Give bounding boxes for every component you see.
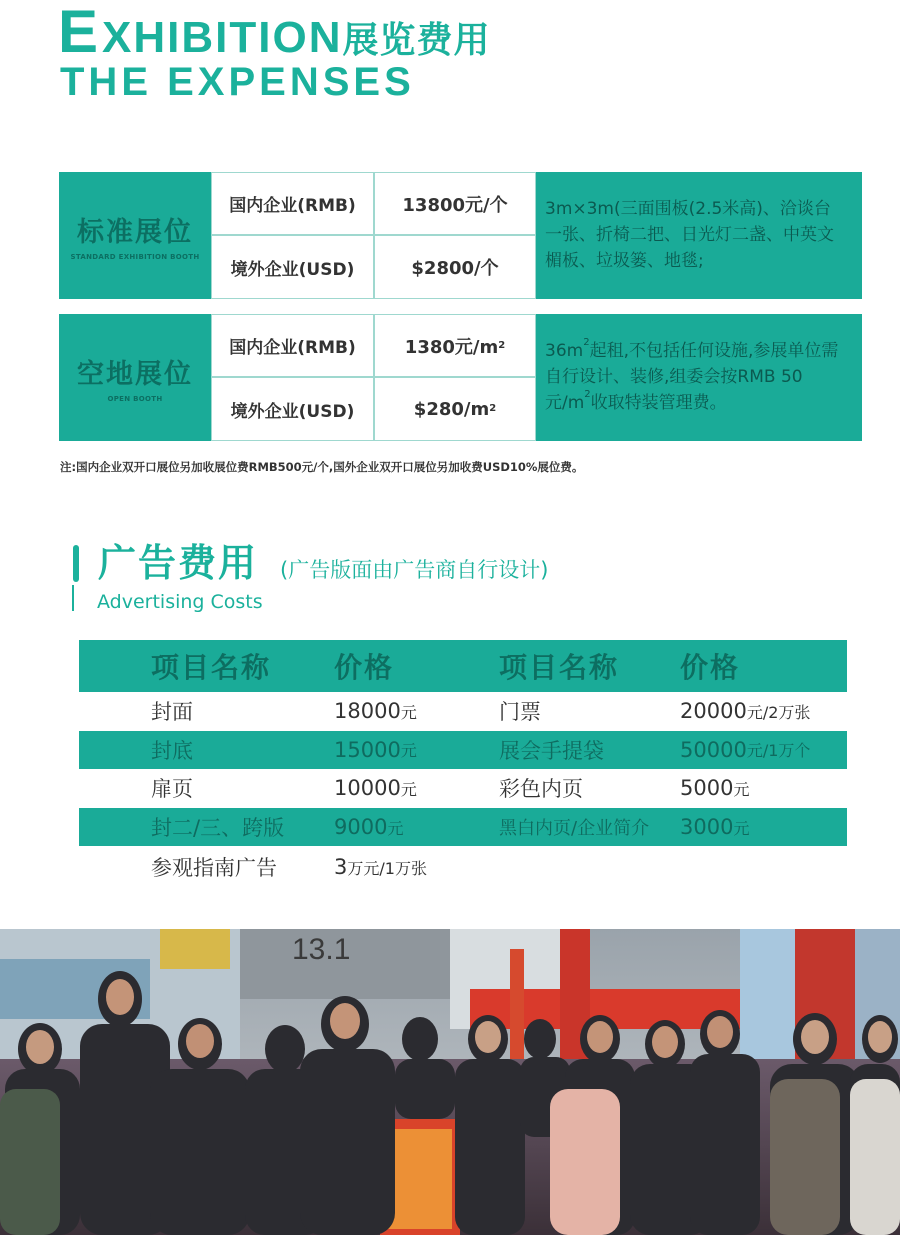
booth-row-price — [374, 314, 536, 377]
price-superscript: 2 — [498, 339, 506, 351]
item-price — [680, 731, 810, 770]
booth-description — [545, 338, 845, 416]
desc-part: 起租,不包括任何设施,参展单位需自行设计、装修,组委会按RMB 50元/m — [545, 341, 839, 413]
price-value: 1380元/m — [404, 336, 499, 358]
table-row — [79, 846, 847, 888]
booth-description: 3m×3m(三面围板(2.5米高)、洽谈台一张、折椅二把、日光灯二盏、中英文楣板、垃圾篓、地毯; — [545, 199, 834, 271]
item-name: 封面 — [151, 700, 193, 725]
desc-superscript: 2 — [584, 389, 591, 400]
exhibition-hall-photo — [0, 929, 900, 1235]
item-price — [334, 808, 403, 847]
item-price — [334, 769, 417, 808]
price-superscript: 2 — [489, 403, 497, 414]
desc-part: 收取特装管理费。 — [590, 393, 727, 413]
item-name: 黑白内页/企业简介 — [499, 818, 650, 840]
table-row — [79, 692, 847, 731]
price-unit: 元 — [733, 818, 750, 838]
page-title — [58, 0, 491, 65]
column-header: 项目名称 — [499, 651, 620, 684]
booth-row-label: 境外企业(USD) — [211, 235, 374, 299]
table-header-row — [79, 640, 847, 692]
item-price — [334, 846, 427, 888]
price-unit: 万元/1万张 — [347, 858, 427, 878]
item-name: 参观指南广告 — [151, 856, 277, 881]
booth-row-price: 13800元/个 — [374, 172, 536, 235]
column-header: 价格 — [334, 651, 395, 684]
ad-price-table — [79, 640, 847, 888]
price-number: 10000 — [334, 776, 401, 801]
section-marker-line — [72, 585, 74, 611]
standard-booth-table — [59, 172, 862, 299]
price-number: 9000 — [334, 815, 388, 840]
title-word: XHIBITION — [102, 13, 343, 62]
item-name: 门票 — [499, 700, 541, 725]
price-number: 3 — [334, 855, 348, 880]
table-row — [79, 769, 847, 808]
item-name: 封二/三、跨版 — [151, 816, 285, 841]
item-price — [680, 769, 749, 808]
booth-name-cn: 标准展位 — [77, 217, 193, 248]
open-booth-table — [59, 314, 862, 441]
page-subtitle: THE EXPENSES — [60, 60, 415, 104]
booth-name-cn: 空地展位 — [77, 359, 193, 390]
section-marker — [73, 545, 79, 582]
booth-name — [59, 172, 211, 299]
title-initial: E — [58, 0, 103, 65]
item-name: 彩色内页 — [499, 777, 583, 802]
item-price — [680, 692, 810, 731]
booth-row-label: 国内企业(RMB) — [211, 172, 374, 235]
booth-name-en: STANDARD EXHIBITION BOOTH — [70, 253, 200, 261]
price-number: 15000 — [334, 737, 401, 762]
price-number: 50000 — [680, 737, 747, 762]
booth-row-price — [374, 377, 536, 441]
item-name: 封底 — [151, 738, 193, 763]
booth-name — [59, 314, 211, 441]
item-price — [334, 731, 417, 770]
booth-note: 注:国内企业双开口展位另加收展位费RMB500元/个,国外企业双开口展位另加收费USD10%展位费。 — [60, 460, 584, 474]
desc-part: 36m — [545, 341, 584, 361]
price-number: 3000 — [680, 815, 734, 840]
table-row — [79, 808, 847, 847]
price-unit: 元 — [733, 779, 750, 799]
price-unit: 元 — [400, 779, 417, 799]
price-unit: 元/2万张 — [746, 702, 811, 722]
price-unit: 元 — [387, 818, 404, 838]
hall-number: 13.1 — [292, 933, 351, 966]
booth-row-label: 国内企业(RMB) — [211, 314, 374, 377]
booth-name-en: OPEN BOOTH — [107, 395, 163, 403]
price-number: 20000 — [680, 699, 747, 724]
item-name: 扉页 — [151, 777, 193, 802]
item-price — [680, 808, 749, 847]
desc-superscript: 2 — [583, 337, 590, 348]
column-header: 项目名称 — [151, 651, 272, 684]
item-name: 展会手提袋 — [499, 738, 604, 763]
price-value: $280/m — [413, 398, 490, 420]
ad-section-title: 广告费用 — [98, 541, 259, 585]
table-row — [79, 731, 847, 770]
price-unit: 元/1万个 — [746, 741, 811, 761]
price-unit: 元 — [400, 741, 417, 761]
price-unit: 元 — [400, 702, 417, 722]
ad-section-subtitle: (广告版面由广告商自行设计) — [280, 558, 549, 582]
booth-row-label: 境外企业(USD) — [211, 377, 374, 441]
item-price — [334, 692, 417, 731]
title-chinese: 展览费用 — [342, 20, 491, 61]
ad-section-title-en: Advertising Costs — [97, 591, 263, 613]
column-header: 价格 — [680, 651, 741, 684]
booth-row-price: $2800/个 — [374, 235, 536, 299]
price-number: 5000 — [680, 776, 734, 801]
price-number: 18000 — [334, 699, 401, 724]
